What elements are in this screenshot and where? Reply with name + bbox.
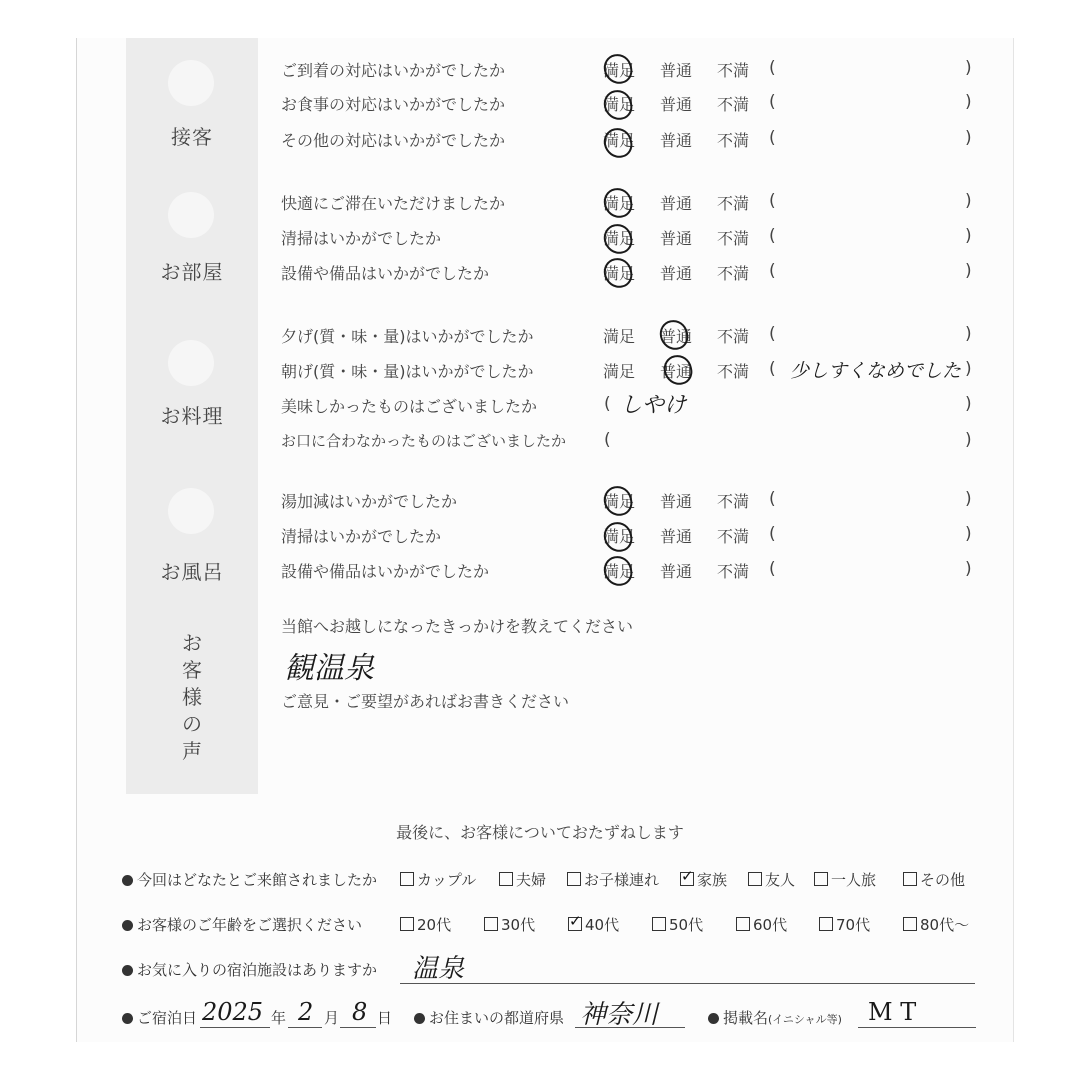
option-normal[interactable]: 普通 bbox=[660, 327, 693, 346]
option-dissatisfied[interactable]: 不満 bbox=[717, 61, 750, 80]
age-option[interactable] bbox=[568, 914, 619, 935]
question-reason: 当館へお越しになったきっかけを教えてください bbox=[281, 617, 634, 636]
checkbox-icon[interactable] bbox=[903, 872, 917, 886]
companion-option[interactable] bbox=[400, 869, 476, 890]
question-room-equipment: 設備や備品はいかがでしたか bbox=[281, 264, 490, 283]
option-normal[interactable]: 普通 bbox=[660, 229, 693, 248]
open-paren: ( bbox=[769, 359, 776, 379]
age-option[interactable] bbox=[484, 914, 535, 935]
reason-answer: 観温泉 bbox=[284, 651, 374, 686]
option-satisfied[interactable]: 満足 bbox=[603, 229, 636, 248]
question-comfort: 快適にご滞在いただけましたか bbox=[281, 194, 506, 213]
checkbox-icon[interactable] bbox=[814, 872, 828, 886]
companion-option[interactable] bbox=[567, 869, 659, 890]
option-label: 20代 bbox=[417, 916, 452, 934]
checkbox-icon[interactable] bbox=[400, 872, 414, 886]
question-other-service: その他の対応はいかがでしたか bbox=[281, 131, 506, 150]
option-label: 友人 bbox=[765, 871, 796, 889]
option-normal[interactable]: 普通 bbox=[660, 562, 693, 581]
companion-question-label: 今回はどなたとご来館されましたか bbox=[137, 871, 378, 889]
question-tasty: 美味しかったものはございましたか bbox=[281, 397, 538, 416]
section-bath: お風呂 bbox=[160, 560, 224, 584]
bullet-icon bbox=[122, 965, 133, 976]
option-label: 夫婦 bbox=[516, 871, 547, 889]
age-option[interactable] bbox=[652, 914, 703, 935]
question-arrival: ご到着の対応はいかがでしたか bbox=[281, 61, 506, 80]
option-satisfied[interactable]: 満足 bbox=[603, 527, 636, 546]
option-dissatisfied[interactable]: 不満 bbox=[717, 229, 750, 248]
checkbox-checked-icon[interactable] bbox=[680, 872, 694, 886]
month-unit: 月 bbox=[324, 1009, 340, 1027]
companion-option[interactable] bbox=[680, 869, 727, 890]
open-paren: ( bbox=[604, 430, 611, 450]
stay-year: 2025 bbox=[202, 998, 264, 1026]
option-dissatisfied[interactable]: 不満 bbox=[717, 95, 750, 114]
checkbox-icon[interactable] bbox=[484, 917, 498, 931]
close-paren: ) bbox=[965, 92, 972, 112]
question-dinner: 夕げ(質・味・量)はいかがでしたか bbox=[281, 327, 534, 346]
stay-date-label bbox=[122, 1007, 197, 1028]
year-underline bbox=[200, 1027, 270, 1028]
close-paren: ) bbox=[965, 226, 972, 246]
close-paren: ) bbox=[965, 128, 972, 148]
listing-label bbox=[708, 1007, 842, 1028]
open-paren: ( bbox=[604, 394, 611, 414]
close-paren: ) bbox=[965, 559, 972, 579]
companion-option[interactable] bbox=[748, 869, 795, 890]
prefecture-underline bbox=[575, 1027, 685, 1028]
option-label: その他 bbox=[920, 871, 966, 889]
reception-decoration-icon bbox=[168, 60, 214, 106]
option-normal[interactable]: 普通 bbox=[660, 194, 693, 213]
close-paren: ) bbox=[965, 324, 972, 344]
checkbox-icon[interactable] bbox=[748, 872, 762, 886]
option-satisfied[interactable]: 満足 bbox=[603, 492, 636, 511]
checkbox-icon[interactable] bbox=[819, 917, 833, 931]
bullet-icon bbox=[122, 875, 133, 886]
listing-text: 掲載名 bbox=[723, 1009, 769, 1027]
option-label: 40代 bbox=[585, 916, 620, 934]
option-satisfied[interactable]: 満足 bbox=[603, 362, 636, 381]
bullet-icon bbox=[122, 920, 133, 931]
cuisine-decoration-icon bbox=[168, 340, 214, 386]
checkbox-icon[interactable] bbox=[903, 917, 917, 931]
day-underline bbox=[340, 1027, 376, 1028]
bullet-icon bbox=[122, 1013, 133, 1024]
checkbox-icon[interactable] bbox=[652, 917, 666, 931]
favorite-answer: 温泉 bbox=[412, 954, 465, 984]
option-normal[interactable]: 普通 bbox=[660, 95, 693, 114]
open-paren: ( bbox=[769, 524, 776, 544]
open-paren: ( bbox=[769, 58, 776, 78]
initials-underline bbox=[858, 1027, 976, 1028]
close-paren: ) bbox=[965, 359, 972, 379]
option-satisfied[interactable]: 満足 bbox=[603, 327, 636, 346]
breakfast-comment: 少しすくなめでした bbox=[790, 360, 962, 382]
bullet-icon bbox=[414, 1013, 425, 1024]
option-normal[interactable]: 普通 bbox=[660, 264, 693, 283]
companion-option[interactable] bbox=[814, 869, 876, 890]
option-normal[interactable]: 普通 bbox=[660, 61, 693, 80]
option-normal[interactable]: 普通 bbox=[660, 492, 693, 511]
bath-decoration-icon bbox=[168, 488, 214, 534]
prefecture-answer: 神奈川 bbox=[580, 1000, 659, 1030]
companion-option[interactable] bbox=[499, 869, 546, 890]
option-satisfied[interactable]: 満足 bbox=[603, 562, 636, 581]
option-dissatisfied[interactable]: 不満 bbox=[717, 492, 750, 511]
listing-note: (イニシャル等) bbox=[768, 1013, 842, 1026]
open-paren: ( bbox=[769, 559, 776, 579]
option-normal[interactable]: 普通 bbox=[660, 131, 693, 150]
age-option[interactable] bbox=[903, 914, 969, 935]
section-reception: 接客 bbox=[171, 125, 213, 149]
option-dissatisfied[interactable]: 不満 bbox=[717, 527, 750, 546]
option-label: 一人旅 bbox=[831, 871, 877, 889]
section-cuisine: お料理 bbox=[160, 404, 224, 428]
initials-answer: M T bbox=[868, 998, 917, 1026]
option-label: カップル bbox=[417, 871, 477, 889]
open-paren: ( bbox=[769, 489, 776, 509]
checkbox-checked-icon[interactable] bbox=[568, 917, 582, 931]
open-paren: ( bbox=[769, 226, 776, 246]
section-room: お部屋 bbox=[160, 260, 224, 284]
option-dissatisfied[interactable]: 不満 bbox=[717, 562, 750, 581]
option-label: 30代 bbox=[501, 916, 536, 934]
option-dissatisfied[interactable]: 不満 bbox=[717, 194, 750, 213]
question-bath-clean: 清掃はいかがでしたか bbox=[281, 527, 442, 546]
option-dissatisfied[interactable]: 不満 bbox=[717, 264, 750, 283]
year-unit: 年 bbox=[271, 1009, 287, 1027]
close-paren: ) bbox=[965, 430, 972, 450]
checkbox-icon[interactable] bbox=[499, 872, 513, 886]
option-label: お子様連れ bbox=[584, 871, 660, 889]
age-question-label: お客様のご年齢をご選択ください bbox=[137, 916, 363, 934]
favorite-question bbox=[122, 959, 377, 980]
room-decoration-icon bbox=[168, 192, 214, 238]
question-bath-equipment: 設備や備品はいかがでしたか bbox=[281, 562, 490, 581]
day-unit: 日 bbox=[377, 1009, 393, 1027]
close-paren: ) bbox=[965, 524, 972, 544]
option-dissatisfied[interactable]: 不満 bbox=[717, 327, 750, 346]
option-label: 80代〜 bbox=[920, 916, 970, 934]
age-option[interactable] bbox=[736, 914, 787, 935]
checkbox-icon[interactable] bbox=[567, 872, 581, 886]
close-paren: ) bbox=[965, 261, 972, 281]
option-normal[interactable]: 普通 bbox=[660, 362, 693, 381]
close-paren: ) bbox=[965, 58, 972, 78]
option-label: 70代 bbox=[836, 916, 871, 934]
question-breakfast: 朝げ(質・味・量)はいかがでしたか bbox=[281, 362, 534, 381]
companion-question bbox=[122, 869, 377, 890]
bullet-icon bbox=[708, 1013, 719, 1024]
stay-date-text: ご宿泊日 bbox=[137, 1009, 198, 1027]
favorite-underline bbox=[400, 983, 975, 984]
month-underline bbox=[288, 1027, 322, 1028]
stay-month: 2 bbox=[298, 998, 314, 1026]
tasty-answer: しやけ bbox=[620, 393, 687, 418]
voice-char: 声 bbox=[182, 739, 202, 763]
favorite-question-label: お気に入りの宿泊施設はありますか bbox=[137, 961, 378, 979]
close-paren: ) bbox=[965, 191, 972, 211]
option-satisfied[interactable]: 満足 bbox=[603, 95, 636, 114]
option-label: 60代 bbox=[753, 916, 788, 934]
question-opinion: ご意見・ご要望があればお書きください bbox=[281, 692, 570, 711]
question-not-tasty: お口に合わなかったものはございましたか bbox=[281, 432, 567, 450]
open-paren: ( bbox=[769, 128, 776, 148]
voice-char: 様 bbox=[182, 685, 202, 709]
residence-label bbox=[414, 1007, 564, 1028]
option-satisfied[interactable]: 満足 bbox=[603, 194, 636, 213]
open-paren: ( bbox=[769, 261, 776, 281]
residence-text: お住まいの都道府県 bbox=[429, 1009, 565, 1027]
option-satisfied[interactable]: 満足 bbox=[603, 61, 636, 80]
voice-char: お bbox=[182, 631, 202, 655]
footer-title: 最後に、お客様についておたずねします bbox=[396, 823, 684, 842]
close-paren: ) bbox=[965, 394, 972, 414]
open-paren: ( bbox=[769, 92, 776, 112]
option-label: 家族 bbox=[697, 871, 728, 889]
companion-option[interactable] bbox=[903, 869, 965, 890]
question-room-clean: 清掃はいかがでしたか bbox=[281, 229, 442, 248]
question-bath-temp: 湯加減はいかがでしたか bbox=[281, 492, 458, 511]
option-satisfied[interactable]: 満足 bbox=[603, 131, 636, 150]
age-option[interactable] bbox=[819, 914, 870, 935]
voice-char: の bbox=[182, 712, 202, 736]
section-customer-voice bbox=[126, 630, 258, 765]
open-paren: ( bbox=[769, 324, 776, 344]
close-paren: ) bbox=[965, 489, 972, 509]
option-dissatisfied[interactable]: 不満 bbox=[717, 362, 750, 381]
question-meal-service: お食事の対応はいかがでしたか bbox=[281, 95, 506, 114]
checkbox-icon[interactable] bbox=[400, 917, 414, 931]
option-satisfied[interactable]: 満足 bbox=[603, 264, 636, 283]
option-dissatisfied[interactable]: 不満 bbox=[717, 131, 750, 150]
age-question bbox=[122, 914, 362, 935]
age-option[interactable] bbox=[400, 914, 451, 935]
open-paren: ( bbox=[769, 191, 776, 211]
voice-char: 客 bbox=[182, 658, 202, 682]
checkbox-icon[interactable] bbox=[736, 917, 750, 931]
option-normal[interactable]: 普通 bbox=[660, 527, 693, 546]
stay-day: 8 bbox=[352, 998, 368, 1026]
option-label: 50代 bbox=[669, 916, 704, 934]
